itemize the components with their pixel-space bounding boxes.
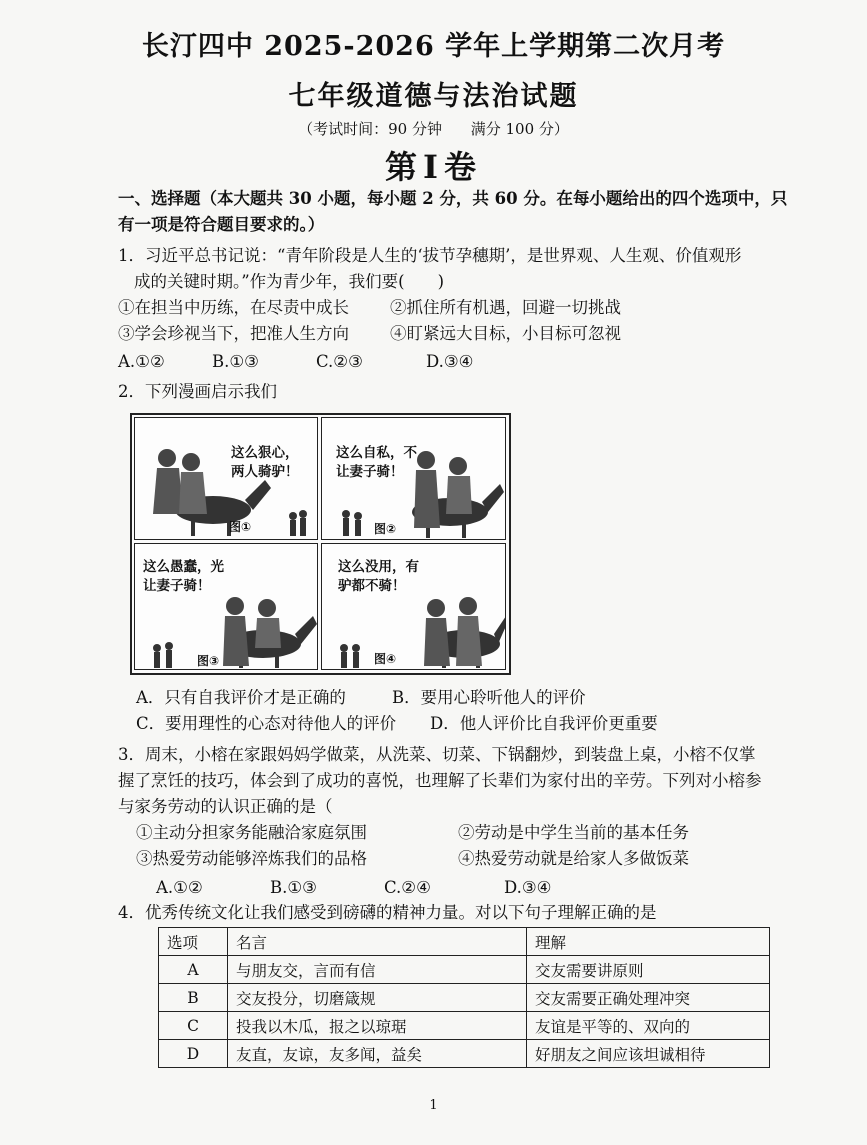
q1-stem-cont: 成的关键时期。”作为青少年，我们要( )	[134, 272, 445, 291]
comic-panel-3-label: 图③	[197, 654, 220, 668]
q3-stem-cont: 握了烹饪的技巧，体会到了成功的喜悦，也理解了长辈们为家付出的辛劳。下列对小榕参	[118, 771, 762, 790]
q3-option-c: C.②④	[384, 878, 431, 897]
comic-panel-2-caption: 这么自私，不 让妻子骑！	[336, 445, 417, 480]
table-cell-meaning: 交友需要正确处理冲突	[527, 984, 770, 1012]
table-row	[159, 956, 770, 984]
page-number: 1	[429, 1098, 438, 1113]
comic-panel-1-label: 图①	[229, 520, 252, 534]
table-cell-quote: 投我以木瓜，报之以琼琚	[228, 1012, 527, 1040]
q1-stem: 1．习近平总书记说：“青年阶段是人生的‘拔节孕穗期’，是世界观、人生观、价值观形	[118, 246, 742, 265]
q3-stem-cont-2: 与家务劳动的认识正确的是（	[118, 797, 333, 816]
q3-statement-3: ③热爱劳动能够淬炼我们的品格	[136, 849, 367, 868]
exam-score: 满分 100 分）	[470, 120, 569, 138]
table-cell-meaning: 好朋友之间应该坦诚相待	[527, 1040, 770, 1068]
table-header-row	[159, 928, 770, 956]
exam-time: （考试时间：90 分钟	[298, 120, 442, 138]
q2-option-c: C．要用理性的心态对待他人的评价	[136, 714, 397, 733]
volume-heading: 第Ⅰ卷	[385, 148, 482, 186]
q1-statement-1: ①在担当中历练，在尽责中成长	[118, 298, 349, 317]
q1-option-b: B.①③	[212, 352, 259, 371]
comic-panel-2	[321, 417, 506, 540]
table-row	[159, 1040, 770, 1068]
section-heading-cont: 有一项是符合题目要求的。）	[118, 215, 325, 234]
section-heading: 一、选择题（本大题共 30 小题，每小题 2 分，共 60 分。在每小题给出的四个选项中，只	[118, 189, 788, 208]
table-row	[159, 984, 770, 1012]
q3-statement-2: ②劳动是中学生当前的基本任务	[458, 823, 689, 842]
q2-option-b: B．要用心聆听他人的评价	[392, 688, 586, 707]
exam-meta	[0, 118, 867, 139]
q3-statement-1: ①主动分担家务能融洽家庭氛围	[136, 823, 367, 842]
comic-panel-1	[134, 417, 318, 540]
table-row	[159, 1012, 770, 1040]
q4-stem: 4．优秀传统文化让我们感受到磅礴的精神力量。对以下句子理解正确的是	[118, 903, 657, 922]
comic-strip	[130, 413, 511, 675]
table-cell-quote: 交友投分，切磨箴规	[228, 984, 527, 1012]
comic-panel-3	[134, 543, 318, 670]
exam-subtitle: 七年级道德与法治试题	[288, 81, 579, 112]
q1-option-a: A.①②	[118, 352, 165, 371]
table-cell-option: C	[159, 1012, 228, 1040]
q1-statement-3: ③学会珍视当下，把准人生方向	[118, 324, 349, 343]
comic-panel-1-caption: 这么狠心， 两人骑驴！	[231, 445, 299, 480]
table-cell-quote: 与朋友交，言而有信	[228, 956, 527, 984]
comic-panel-2-label: 图②	[374, 522, 397, 536]
table-cell-option: B	[159, 984, 228, 1012]
q3-option-a: A.①②	[156, 878, 203, 897]
q3-option-d: D.③④	[504, 878, 552, 897]
q1-option-c: C.②③	[316, 352, 363, 371]
q4-table	[158, 927, 770, 1068]
table-header-meaning: 理解	[527, 928, 770, 956]
table-header-quote: 名言	[228, 928, 527, 956]
table-cell-quote: 友直，友谅，友多闻，益矣	[228, 1040, 527, 1068]
q3-stem: 3．周末，小榕在家跟妈妈学做菜，从洗菜、切菜、下锅翻炒，到装盘上桌，小榕不仅掌	[118, 745, 756, 764]
exam-title: 长汀四中 2025-2026 学年上学期第二次月考	[141, 31, 726, 62]
comic-panel-3-caption: 这么愚蠢，光 让妻子骑！	[143, 559, 224, 594]
q1-statement-2: ②抓住所有机遇，回避一切挑战	[390, 298, 621, 317]
table-cell-option: A	[159, 956, 228, 984]
q2-option-a: A．只有自我评价才是正确的	[136, 688, 346, 707]
table-header-option: 选项	[159, 928, 228, 956]
q3-statement-4: ④热爱劳动就是给家人多做饭菜	[458, 849, 689, 868]
q3-option-b: B.①③	[270, 878, 317, 897]
q1-statement-4: ④盯紧远大目标，小目标可忽视	[390, 324, 621, 343]
comic-panel-4-label: 图④	[374, 652, 397, 666]
table-cell-meaning: 友谊是平等的、双向的	[527, 1012, 770, 1040]
q1-option-d: D.③④	[426, 352, 474, 371]
q2-option-d: D．他人评价比自我评价更重要	[430, 714, 658, 733]
table-cell-meaning: 交友需要讲原则	[527, 956, 770, 984]
table-cell-option: D	[159, 1040, 228, 1068]
q2-stem: 2．下列漫画启示我们	[118, 382, 277, 401]
comic-panel-4	[321, 543, 506, 670]
comic-panel-4-caption: 这么没用，有 驴都不骑！	[338, 559, 419, 594]
